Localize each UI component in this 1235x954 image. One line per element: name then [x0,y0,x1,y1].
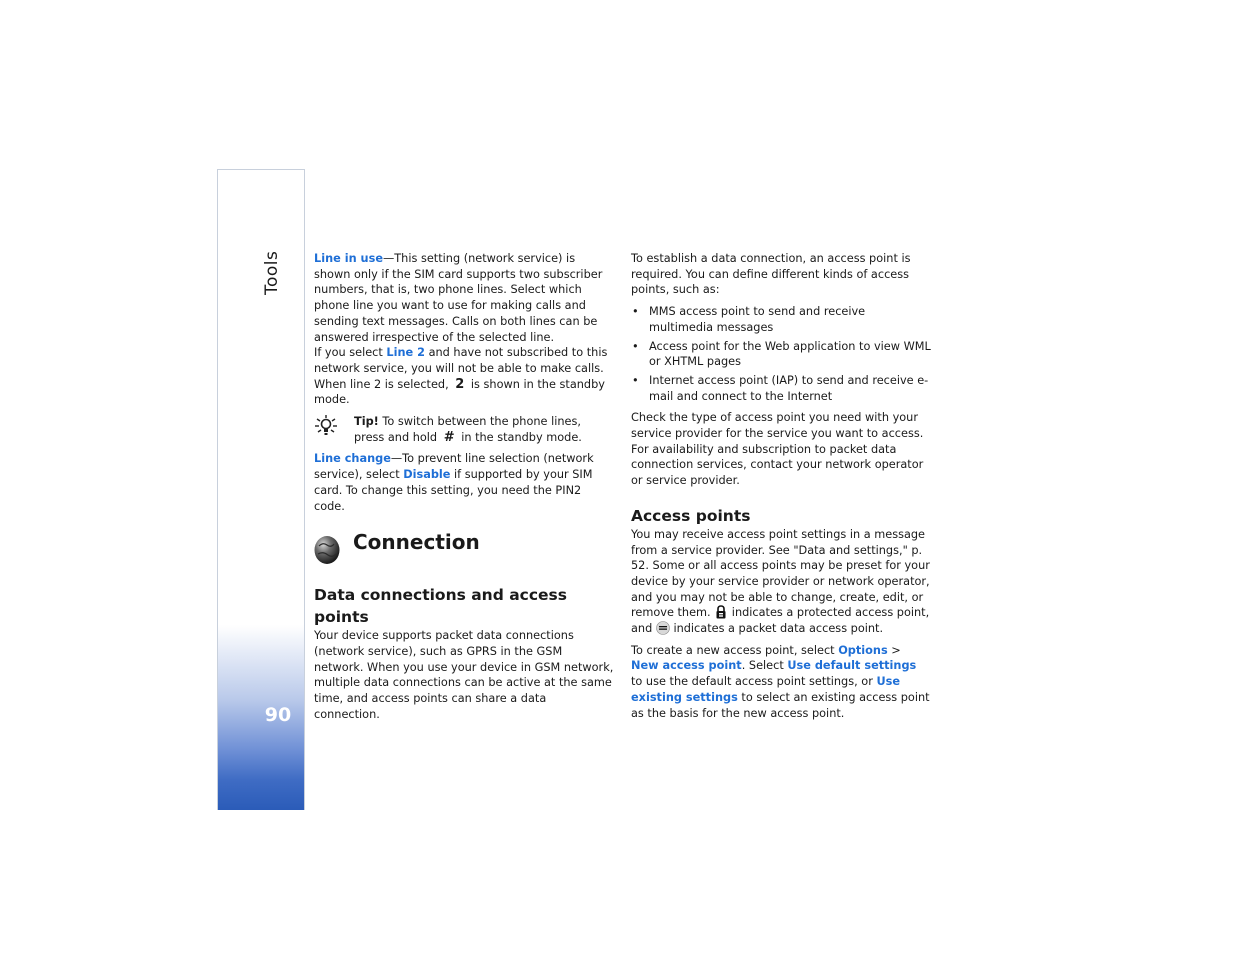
left-column [314,251,614,722]
line-change-paragraph [314,451,614,514]
create-text-post: to select an existing access point as the basis for the new access point. [631,690,930,720]
options-term: Options [838,643,888,657]
access-point-types-list [631,304,931,404]
tip-text-post: in the standby mode. [457,430,582,444]
create-text-pre: To create a new access point, select [631,643,839,657]
right-column [631,251,931,721]
line-2-paragraph [314,345,614,408]
create-text-mid1: . Select [741,659,788,673]
ap-text-pre: You may receive access point settings in a message from a service provider. See "Data and settings," p. 52. Some or all access points may be preset for your device by your service provider or network operator, and you may not be able to change, create, edit, or remove them. [631,527,930,620]
line-2-indicator-icon: 2 [455,376,465,392]
disable-term: Disable [403,468,451,482]
create-access-point-paragraph [631,643,931,722]
create-text-mid2: to use the default access point settings, or [631,675,877,689]
page-number: 90 [264,704,292,726]
list-item [631,339,931,370]
line-in-use-paragraph [314,251,614,345]
new-access-point-term: New access point [631,659,742,673]
intro-paragraph: To establish a data connection, an access point is required. You can define different kinds of access points, such as: [631,252,911,297]
check-paragraph: Check the type of access point you need with your service provider for the service you want to access. For availability and subscription to packet data connection services, contact your network operator or service provider. [631,411,924,488]
list-item-text: MMS access point to send and receive multimedia messages [649,305,866,334]
separator: > [887,643,901,657]
line-change-term: Line change [314,452,391,466]
list-item [631,373,931,404]
tip-paragraph [354,414,614,445]
section-title: Tools [262,250,282,295]
tip-box [314,414,614,445]
line-2-text-mid: and have not subscribed to this network service, you will not be able to make calls. When line 2 is selected, [314,346,608,391]
lightbulb-icon [314,415,338,437]
bullet: • [632,339,639,353]
line-2-text-post: is shown in the standby mode. [314,377,605,407]
line-change-text-post: if supported by your SIM card. To change this setting, you need the PIN2 code. [314,468,593,513]
ap-text-mid: indicates a protected access point, and [631,606,930,636]
data-connections-paragraph: Your device supports packet data connections (network service), such as GPRS in the GSM network. When you use your device in GSM network, multiple data connections can be active at the same time, and access points can share a data connection. [314,629,614,721]
use-default-settings-term: Use default settings [787,659,917,673]
ap-text-post: indicates a packet data access point. [669,622,884,636]
access-points-heading: Access points [631,506,751,525]
bullet: • [632,305,639,319]
hash-key-icon: # [443,429,455,445]
list-item-text: Internet access point (IAP) to send and receive e-mail and connect to the Internet [649,373,929,403]
lock-icon [714,605,728,619]
list-item-text: Access point for the Web application to view WML or XHTML pages [649,339,931,369]
tip-text-pre: To switch between the phone lines, press and hold [354,415,581,444]
packet-data-icon [656,621,670,635]
line-change-text: —To prevent line selection (network service), select [314,452,594,482]
access-points-paragraph [631,527,931,637]
bullet: • [632,373,639,387]
connection-heading-block [314,528,614,572]
use-existing-settings-term: Use existing settings [631,675,900,704]
data-connections-heading: Data connections and access points [314,586,568,627]
globe-icon [314,534,340,564]
connection-heading: Connection [353,530,480,555]
list-item [631,304,931,335]
line-in-use-text: —This setting (network service) is shown only if the SIM card supports two subscriber numbers, that is, two phone lines. Select which phone line you want to use for making calls and sending text messages. Calls on both lines can be answered irrespective of the selected line. [314,252,603,344]
line-2-text-pre: If you select [314,346,387,360]
line-2-term: Line 2 [386,346,425,360]
line-in-use-term: Line in use [314,252,383,265]
tip-label: Tip! [354,415,379,429]
